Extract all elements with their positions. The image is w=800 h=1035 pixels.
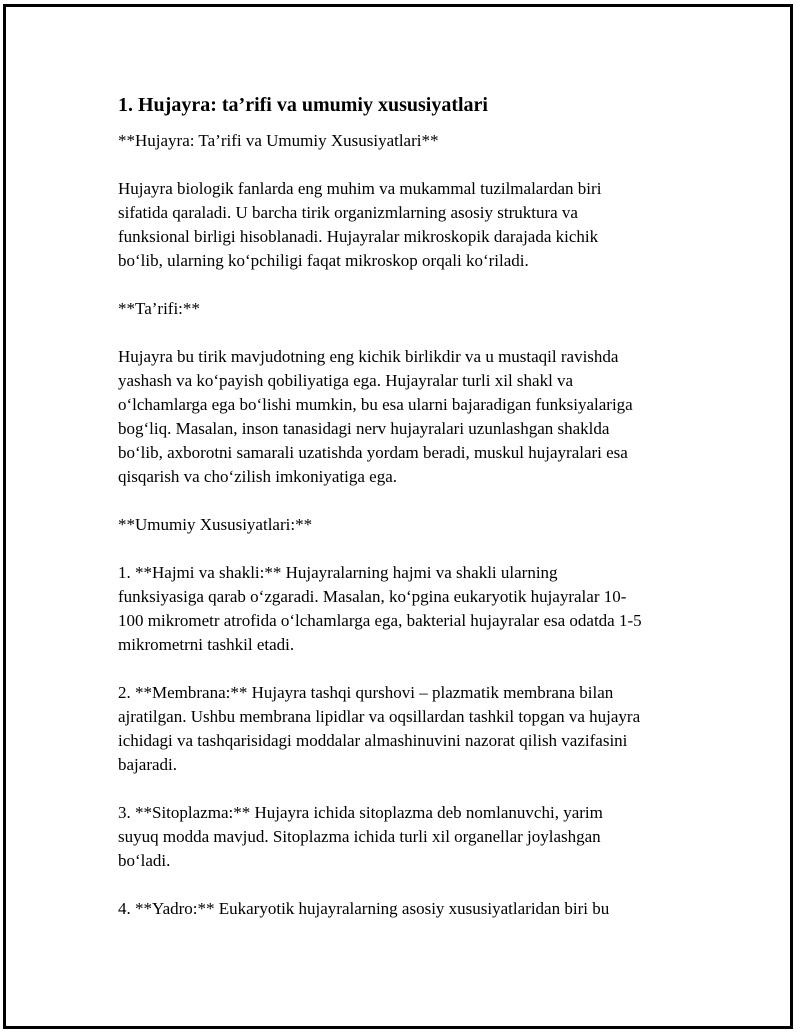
section-heading: 1. Hujayra: ta’rifi va umumiy xususiyatlari <box>118 94 488 116</box>
paragraph-line: 100 mikrometr atrofida o‘lchamlarga ega, bakterial hujayralar esa odatda 1-5 <box>118 611 642 630</box>
paragraph-line: ajratilgan. Ushbu membrana lipidlar va oqsillardan tashkil topgan va hujayra <box>118 707 641 726</box>
paragraph-line: qisqarish va cho‘zilish imkoniyatiga ega. <box>118 467 398 486</box>
list-item-membrane <box>118 681 688 777</box>
paragraph-line: 4. **Yadro:** Eukaryotik hujayralarning asosiy xususiyatlaridan biri bu <box>118 899 610 918</box>
paragraph-line: Hujayra biologik fanlarda eng muhim va mukammal tuzilmalardan biri <box>118 179 602 198</box>
paragraph-line: suyuq modda mavjud. Sitoplazma ichida turli xil organellar joylashgan <box>118 827 601 846</box>
paragraph-line: o‘lchamlarga ega bo‘lishi mumkin, bu esa ularni bajaradigan funksiyalariga <box>118 395 633 414</box>
paragraph-line: 2. **Membrana:** Hujayra tashqi qurshovi – plazmatik membrana bilan <box>118 683 614 702</box>
document-content <box>118 91 688 921</box>
paragraph-line: 1. **Hajmi va shakli:** Hujayralarning hajmi va shakli ularning <box>118 563 558 582</box>
paragraph-line: 3. **Sitoplazma:** Hujayra ichida sitoplazma deb nomlanuvchi, yarim <box>118 803 603 822</box>
paragraph-line: bo‘ladi. <box>118 851 171 870</box>
general-properties-heading: **Umumiy Xususiyatlari:** <box>118 515 313 534</box>
paragraph-line: bajaradi. <box>118 755 177 774</box>
list-item-nucleus <box>118 897 688 921</box>
paragraph-line: sifatida qaraladi. U barcha tirik organizmlarning asosiy struktura va <box>118 203 578 222</box>
paragraph-line: funksional birligi hisoblanadi. Hujayralar mikroskopik darajada kichik <box>118 227 599 246</box>
paragraph-line: Hujayra bu tirik mavjudotning eng kichik birlikdir va u mustaqil ravishda <box>118 347 619 366</box>
definition-heading: **Ta’rifi:** <box>118 299 200 318</box>
paragraph-line: yashash va ko‘payish qobiliyatiga ega. Hujayralar turli xil shakl va <box>118 371 574 390</box>
paragraph-line: bog‘liq. Masalan, inson tanasidagi nerv hujayralari uzunlashgan shaklda <box>118 419 610 438</box>
definition-paragraph <box>118 345 688 489</box>
paragraph-line: funksiyasiga qarab o‘zgaradi. Masalan, ko‘pgina eukaryotik hujayralar 10- <box>118 587 627 606</box>
paragraph-line: bo‘lib, axborotni samarali uzatishda yordam beradi, muskul hujayralari esa <box>118 443 628 462</box>
list-item-size-shape <box>118 561 688 657</box>
intro-paragraph <box>118 177 688 273</box>
paragraph-line: bo‘lib, ularning ko‘pchiligi faqat mikroskop orqali ko‘riladi. <box>118 251 529 270</box>
paragraph-line: mikrometrni tashkil etadi. <box>118 635 295 654</box>
list-item-cytoplasm <box>118 801 688 873</box>
paragraph-line: ichidagi va tashqarisidagi moddalar almashinuvini nazorat qilish vazifasini <box>118 731 628 750</box>
document-subtitle: **Hujayra: Ta’rifi va Umumiy Xususiyatlari** <box>118 131 439 150</box>
